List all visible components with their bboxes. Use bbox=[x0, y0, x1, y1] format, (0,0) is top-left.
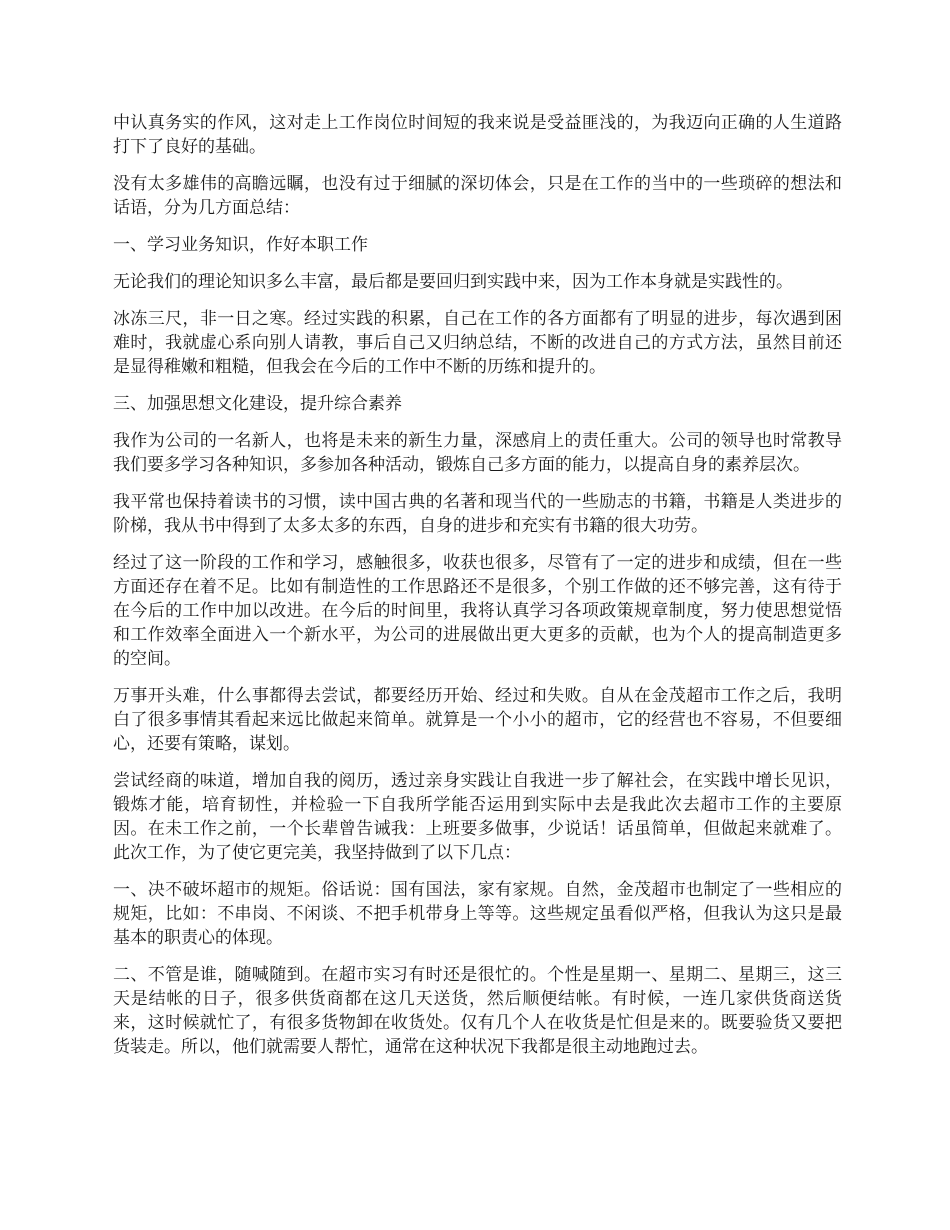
paragraph-business-experience: 尝试经商的味道，增加自我的阅历，透过亲身实践让自我进一步了解社会，在实践中增长见识，锻炼才能，培育韧性，并检验一下自我所学能否运用到实际中去是我此次去超市工作的主要原因。在未工作之前，一个长辈曾告诫我：上班要多做事，少说话！话虽简单，但做起来就难了。此次工作，为了使它更完美，我坚持做到了以下几点： bbox=[113, 771, 842, 863]
paragraph-newcomer: 我作为公司的一名新人，也将是未来的新生力量，深感肩上的责任重大。公司的领导也时常教导我们要多学习各种知识，多参加各种活动，锻炼自己多方面的能力，以提高自身的素养层次。 bbox=[113, 431, 842, 475]
section-heading-study: 一、学习业务知识，作好本职工作 bbox=[113, 235, 368, 255]
paragraph-reflection: 经过了这一阶段的工作和学习，感触很多，收获也很多，尽管有了一定的进步和成绩，但在一些方面还存在着不足。比如有制造性的工作思路还不是很多，个别工作做的还不够完善，这有待于在今后的工作中加以改进。在今后的时间里，我将认真学习各项政策规章制度，努力使思想觉悟和工作效率全面进入一个新水平，为公司的进展做出更大更多的贡献，也为个人的提高制造更多的空间。 bbox=[113, 553, 842, 669]
paragraph-rules: 一、决不破坏超市的规矩。俗话说：国有国法，家有家规。自然，金茂超市也制定了一些相应的规矩，比如：不串岗、不闲谈、不把手机带身上等等。这些规定虽看似严格，但我认为这只是最基本的职责心的体现。 bbox=[113, 880, 842, 948]
paragraph-supermarket-start: 万事开头难，什么事都得去尝试，都要经历开始、经过和失败。自从在金茂超市工作之后，我明白了很多事情其看起来远比做起来简单。就算是一个小小的超市，它的经营也不容易，不但要细心，还要有策略，谋划。 bbox=[113, 686, 842, 754]
paragraph-reading: 我平常也保持着读书的习惯，读中国古典的名著和现当代的一些励志的书籍，书籍是人类进步的阶梯，我从书中得到了太多太多的东西，自身的进步和充实有书籍的很大功劳。 bbox=[113, 492, 842, 536]
paragraph-progress: 冰冻三尺，非一日之寒。经过实践的积累，自己在工作的各方面都有了明显的进步，每次遇到困难时，我就虚心系向别人请教，事后自己又归纳总结，不断的改进自己的方式方法，虽然目前还是显得稚嫩和粗糙，但我会在今后的工作中不断的历练和提升的。 bbox=[113, 309, 842, 377]
paragraph-summary-intro: 没有太多雄伟的高瞻远瞩，也没有过于细腻的深切体会，只是在工作的当中的一些琐碎的想法和话语，分为几方面总结： bbox=[113, 174, 842, 218]
paragraph-on-call: 二、不管是谁，随喊随到。在超市实习有时还是很忙的。个性是星期一、星期二、星期三，这三天是结帐的日子，很多供货商都在这几天送货，然后顺便结帐。有时候，一连几家供货商送货来，这时候就忙了，有很多货物卸在收货处。仅有几个人在收货是忙但是来的。既要验货又要把货装走。所以，他们就需要人帮忙，通常在这种状况下我都是很主动地跑过去。 bbox=[113, 965, 842, 1057]
paragraph-practice: 无论我们的理论知识多么丰富，最后都是要回归到实践中来，因为工作本身就是实践性的。 bbox=[113, 272, 793, 292]
section-heading-culture: 三、加强思想文化建设，提升综合素养 bbox=[113, 394, 402, 414]
paragraph-intro-continued: 中认真务实的作风，这对走上工作岗位时间短的我来说是受益匪浅的，为我迈向正确的人生道路打下了良好的基础。 bbox=[113, 113, 842, 157]
document-body bbox=[113, 111, 842, 1072]
